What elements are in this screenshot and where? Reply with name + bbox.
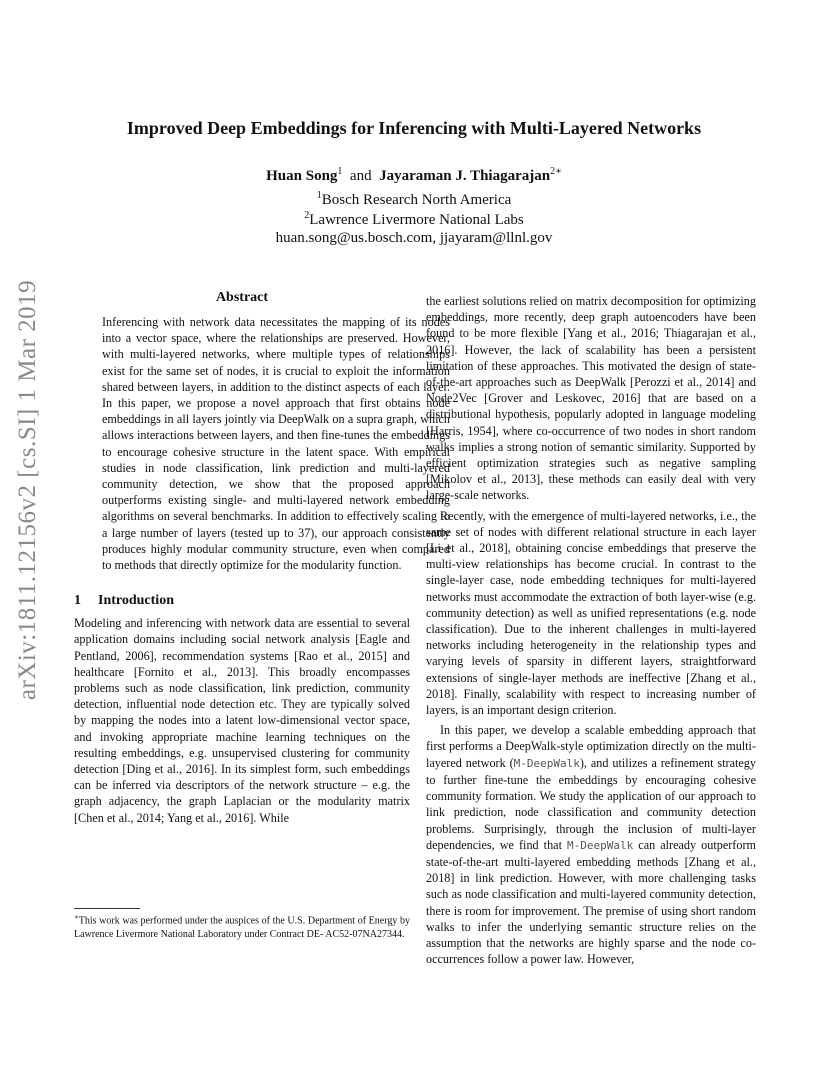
introduction-paragraph-1: Modeling and inferencing with network data are essential to several application domains including social network analysis [Eagle and Pentland, 2006], recommendation systems [Rao et al., 2015] and healthcare [Fornito et al., 2013]. This broadly encompasses problems such as node classification, link prediction, community detection, influential node detection etc. They are typically solved by mapping the nodes into a latent low-dimensional vector space, and invoking appropriate machine learning techniques on the resulting embeddings, e.g. unsupervised clustering for community detection [Ding et al., 2016]. In its simplest form, such embeddings can be inferred via descriptors of the network structure – e.g. the graph adjacency, the graph Laplacian or the modularity matrix [Chen et al., 2014; Yang et al., 2016]. While — [74, 616, 410, 825]
method-name-code-2: M-DeepWalk — [567, 838, 634, 852]
right-paragraph-3 — [426, 722, 756, 967]
affiliation-1-name: Bosch Research North America — [321, 192, 512, 208]
right-paragraph-2: Recently, with the emergence of multi-layered networks, i.e., the same set of nodes with different relational structure in each layer [Li et al., 2018], obtaining concise embeddings that preserve the multi-view relationships has become crucial. In contrast to the single-layer case, node embedding techniques for multi-layered networks must accommodate the extraction of both layer-wise (e.g. community detection) as well as unified representations (e.g. node classification). Due to the inherent challenges in multi-layered networks including heterogeneity in the relationship types and varying levels of sparsity in different layers, straightforward extensions of single-layer methods are ineffective [Zhang et al., 2018]. Finally, scalability with respect to increasing number of layers, is an important design criterion. — [426, 508, 756, 718]
section-title: Introduction — [98, 593, 174, 609]
arxiv-identifier-text: arXiv:1811.12156v2 [cs.SI] 1 Mar 2019 — [14, 279, 41, 701]
author-2-name: Jayaraman J. Thiagarajan — [379, 168, 551, 184]
paper-title: Improved Deep Embeddings for Inferencing with Multi-Layered Networks — [126, 118, 702, 138]
abstract-heading: Abstract — [215, 290, 269, 305]
section-number: 1 — [74, 593, 81, 609]
right-paragraph-1: the earliest solutions relied on matrix decomposition for optimizing embeddings, more recently, deep graph autoencoders have been found to be more flexible [Yang et al., 2016; Thiagarajan et al., 2016]. However, the lack of scalability has been a persistent limitation of these approaches. This motivated the design of state-of-the-art approaches such as DeepWalk [Perozzi et al., 2014] and Node2Vec [Grover and Leskovec, 2016] that are based on a distributional hypothesis, popularly adopted in language modeling [Harris, 1954], where co-occurrence of two nodes in short random walks implies a strong notion of semantic similarity. Supported by efficient optimization strategies such as negative sampling [Mikolov et al., 2013], these methods can easily deal with very large-scale networks. — [426, 294, 756, 503]
affiliation-2-mark: 2 — [304, 210, 310, 221]
abstract-text: Inferencing with network data necessitates the mapping of its nodes into a vector space, where the relationships are preserved. However, with multi-layered networks, where multiple types of relationships exist for the same set of nodes, it is crucial to exploit the information shared between layers, in addition to the distinct aspects of each layer. In this paper, we propose a novel approach that first obtains node embeddings in all layers jointly via DeepWalk on a supra graph, which allows interactions between layers, and then fine-tunes the embeddings to encourage cohesive structure in the latent space. With empirical studies in node classification, link prediction and multi-layered community detection, we show that the proposed approach outperforms existing single- and multi-layered network embedding algorithms on several benchmarks. In addition to effectively scaling to a large number of layers (tested up to 37), our approach consistently produces highly modular community structure, even when compared to methods that directly optimize for the modularity function. — [102, 315, 450, 573]
author-line — [0, 166, 828, 185]
affiliation-1 — [0, 190, 828, 209]
paragraph-3-text-b: ), and utilizes a refinement strategy to further fine-tune the embeddings by encouraging cohesive community formation. We study the application of our approach to link prediction, node classification and community detection problems. Surprisingly, through the inclusion of multi-layer dependencies, we find that — [426, 755, 756, 852]
introduction-heading — [74, 593, 410, 609]
method-name-code-1: M-DeepWalk — [513, 756, 580, 770]
footnote — [74, 911, 410, 941]
arxiv-identifier-stamp — [8, 279, 48, 701]
paragraph-3-text-c: can already outperform state-of-the-art multi-layered embedding methods [Zhang et al., 2018] in link prediction. However, with more challenging tasks such as node classification and multi-layered community detection, there is room for improvement. The premise of using short random walks to infer the underlying semantic structure relies on the assumption that the networks are highly sparse and the node co-occurrences follow a power law. However, — [426, 837, 756, 967]
author-2-mark: 2∗ — [550, 166, 562, 177]
author-1-mark: 1 — [337, 166, 343, 177]
left-column — [74, 290, 450, 826]
affiliation-2 — [0, 210, 828, 229]
author-conjunction: and — [349, 168, 372, 184]
footnote-divider — [74, 908, 140, 909]
footnote-text: This work was performed under the auspices of the U.S. Department of Energy by Lawrence Livermore National Laboratory under Contract DE- AC52-07NA27344. — [74, 915, 410, 940]
right-column — [426, 293, 756, 967]
affiliation-1-mark: 1 — [316, 190, 322, 201]
affiliation-2-name: Lawrence Livermore National Labs — [309, 212, 524, 228]
author-emails: huan.song@us.bosch.com, jjayaram@llnl.gov — [275, 230, 553, 246]
paragraph-3-text-a: In this paper, we develop a scalable embedding approach that first performs a DeepWalk-style optimization directly on the multi-layered network ( — [426, 723, 756, 770]
author-1-name: Huan Song — [266, 168, 338, 184]
footnote-mark: ∗ — [74, 913, 79, 921]
